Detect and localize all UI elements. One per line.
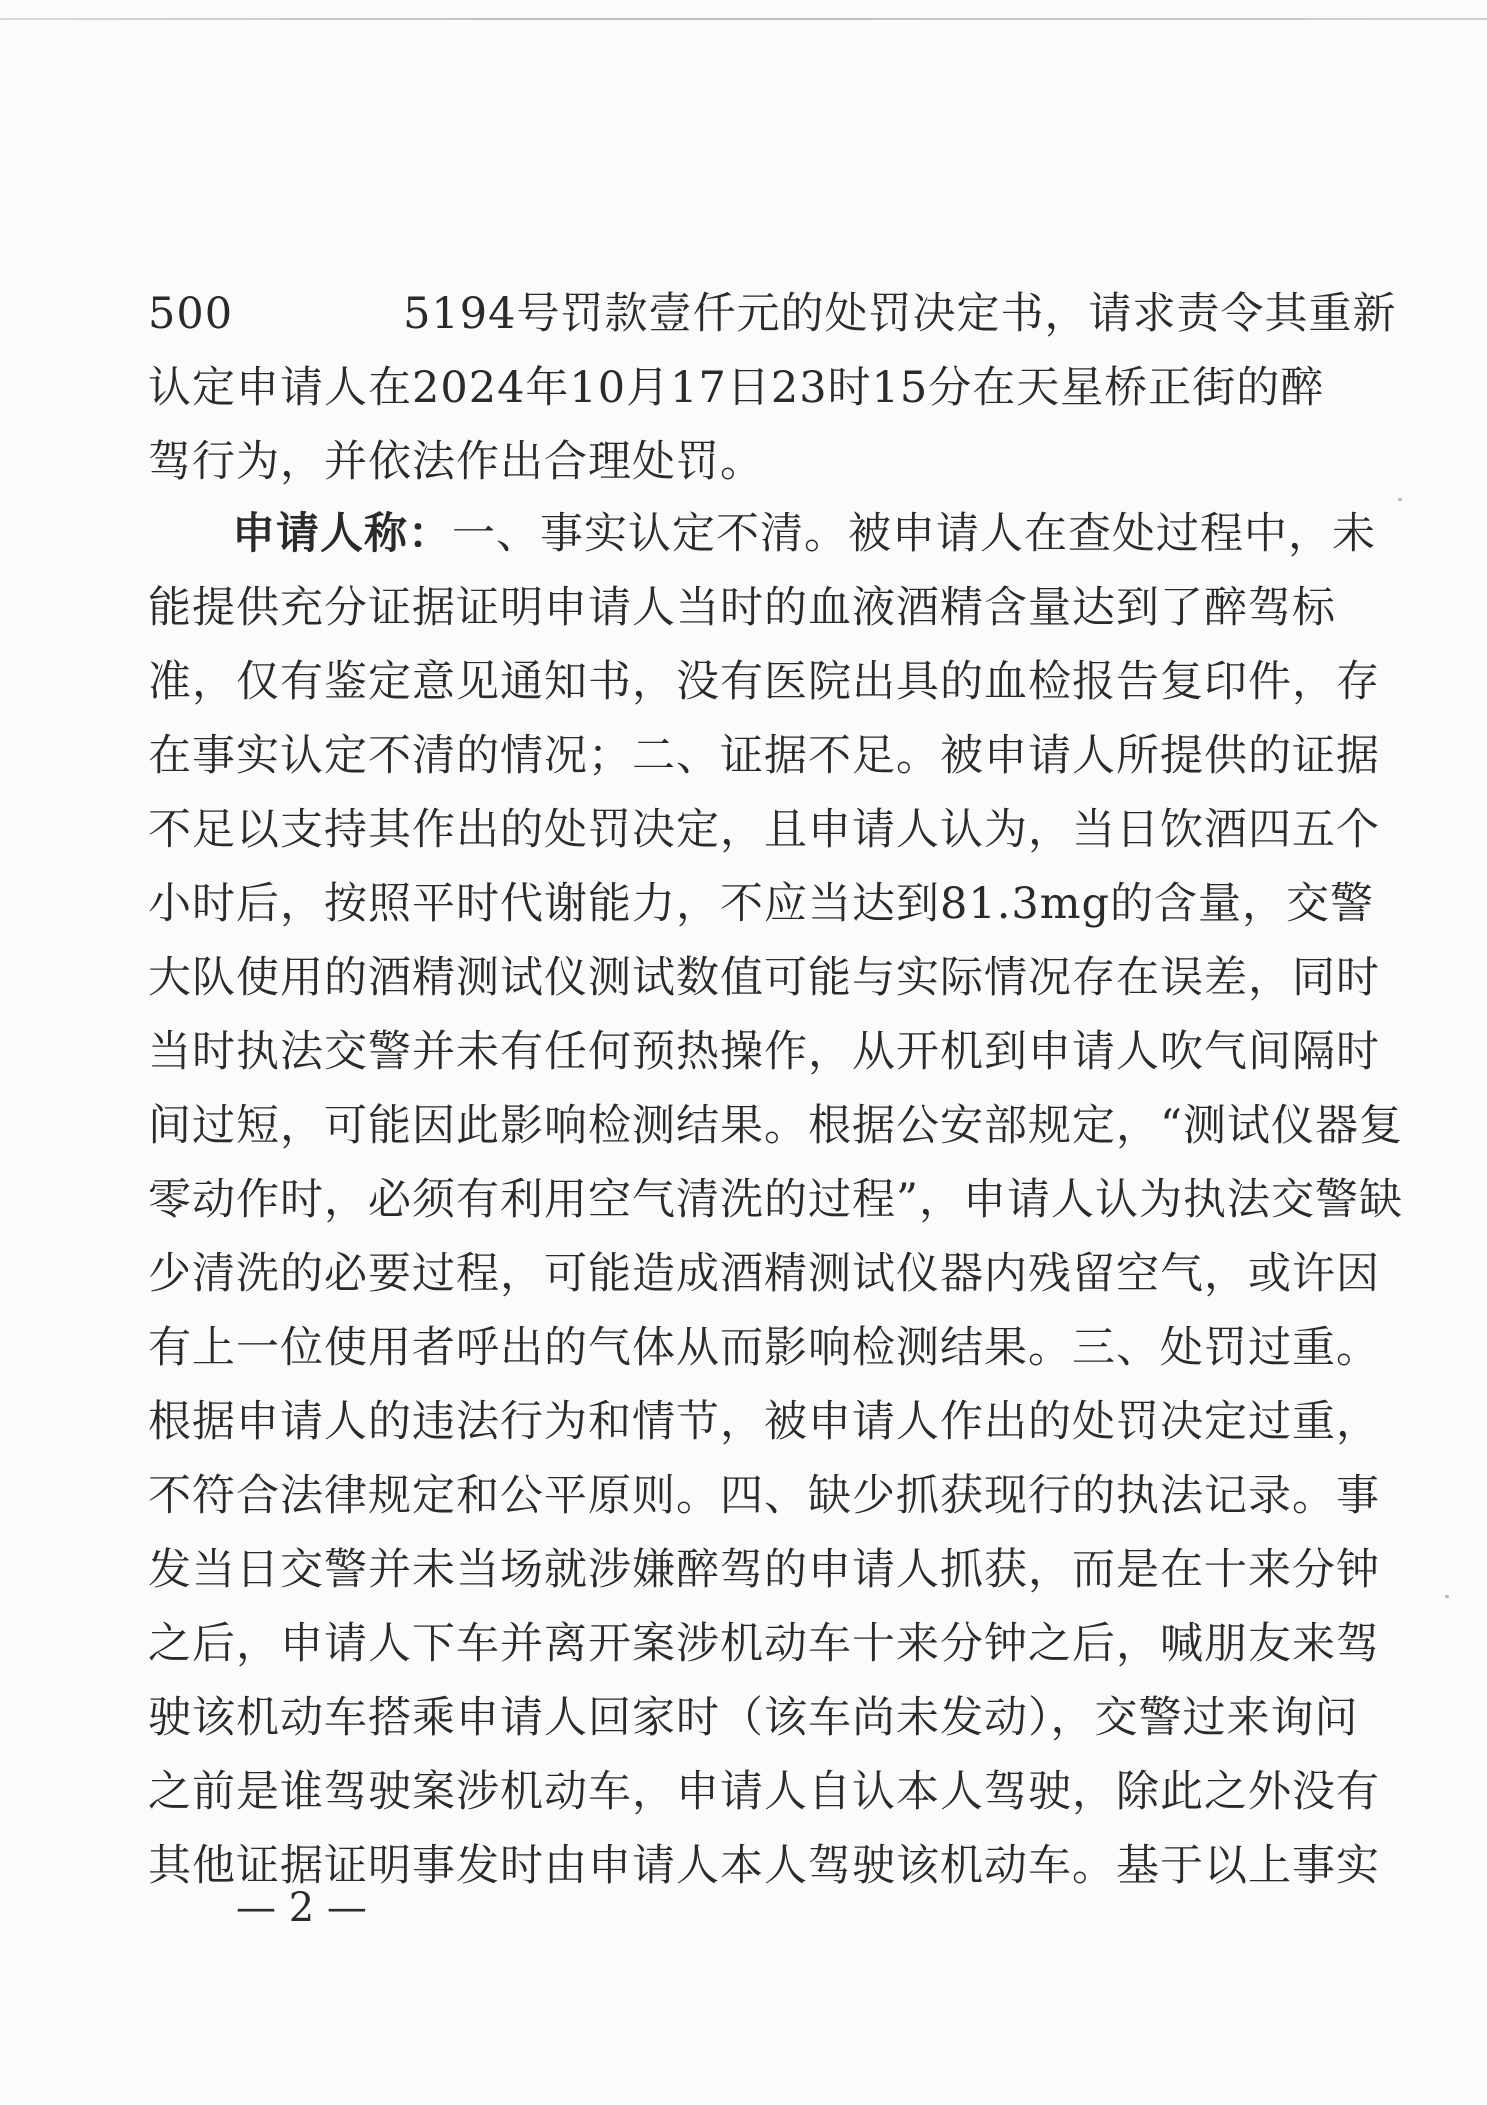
- text-line-3: 驾行为，并依法作出合理处罚。: [148, 437, 764, 487]
- text-line-9: 小时后，按照平时代谢能力，不应当达到81.3mg的含量，交警: [148, 879, 1375, 929]
- page-top-edge: [0, 18, 1487, 20]
- text-line-11: 当时执法交警并未有任何预热操作，从开机到申请人吹气间隔时: [148, 1027, 1380, 1077]
- text-line-16: 根据申请人的违法行为和情节，被申请人作出的处罚决定过重，: [148, 1397, 1380, 1447]
- page-number: — 2 —: [236, 1885, 367, 1931]
- applicant-claims-heading: 申请人称：: [232, 509, 452, 559]
- text-line-15: 有上一位使用者呼出的气体从而影响检测结果。三、处罚过重。: [148, 1323, 1380, 1373]
- text-line-5: 能提供充分证据证明申请人当时的血液酒精含量达到了醉驾标: [148, 583, 1336, 633]
- scan-speck: [1398, 498, 1402, 501]
- text-line-4: [232, 498, 1376, 570]
- text-line-12: 间过短，可能因此影响检测结果。根据公安部规定，“测试仪器复: [148, 1101, 1403, 1151]
- text-line-19: 之后，申请人下车并离开案涉机动车十来分钟之后，喊朋友来驾: [148, 1619, 1380, 1669]
- text-line-1: [148, 278, 1397, 350]
- text-line-13: 零动作时，必须有利用空气清洗的过程”，申请人认为执法交警缺: [148, 1175, 1403, 1225]
- text-line-14: 少清洗的必要过程，可能造成酒精测试仪器内残留空气，或许因: [148, 1249, 1380, 1299]
- case-number-prefix: 500: [148, 289, 234, 339]
- text-line-2: 认定申请人在2024年10月17日23时15分在天星桥正街的醉: [148, 363, 1325, 413]
- case-number-suffix: 5194号罚款壹仟元的处罚决定书，请求责令其重新: [403, 289, 1397, 339]
- redacted-case-number: [233, 297, 403, 337]
- text-line-10: 大队使用的酒精测试仪测试数值可能与实际情况存在误差，同时: [148, 953, 1380, 1003]
- text-line-20: 驶该机动车搭乘申请人回家时（该车尚未发动），交警过来询问: [148, 1693, 1359, 1743]
- text-line-4-body: 一、事实认定不清。被申请人在查处过程中，未: [452, 509, 1376, 559]
- text-line-18: 发当日交警并未当场就涉嫌醉驾的申请人抓获，而是在十来分钟: [148, 1545, 1380, 1595]
- text-line-6: 准，仅有鉴定意见通知书，没有医院出具的血检报告复印件，存: [148, 657, 1380, 707]
- text-line-21: 之前是谁驾驶案涉机动车，申请人自认本人驾驶，除此之外没有: [148, 1767, 1380, 1817]
- scan-speck: [1445, 1595, 1449, 1598]
- text-line-7: 在事实认定不清的情况；二、证据不足。被申请人所提供的证据: [148, 731, 1380, 781]
- text-line-22: 其他证据证明事发时由申请人本人驾驶该机动车。基于以上事实: [148, 1841, 1380, 1891]
- text-line-17: 不符合法律规定和公平原则。四、缺少抓获现行的执法记录。事: [148, 1471, 1380, 1521]
- text-line-8: 不足以支持其作出的处罚决定，且申请人认为，当日饮酒四五个: [148, 805, 1380, 855]
